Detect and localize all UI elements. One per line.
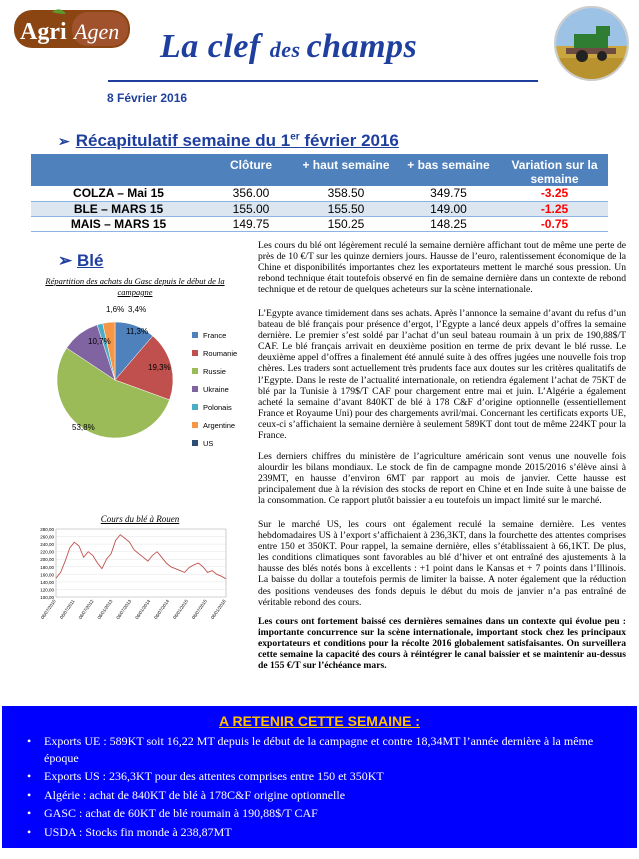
agri-agen-logo [12,6,132,52]
product-cell: COLZA – Mai 15 [31,186,206,201]
bas-cell: 349.75 [396,186,501,201]
bas-cell: 148.25 [396,216,501,231]
paragraph-4: Sur le marché US, les cours ont également reculé la semaine dernière. Les ventes hebdomadaires US à l’export s’affichaient à 236,3KT, dans la fourchette des attentes comprises entre 150 et 350KT. Pour rappel, la semaine dernière, elles s’établissaient à 66,1KT. De plus, les conditions climatiques sont favorables au blé d’hiver et ont entraîné des ajustements à la hausse des blés notés bons à excellents : +1 point dans le Kansas et + 7 points dans l’Illinois. La baisse du dollar a toutefois permis de limiter la baisse. A noter également que la réduction des positions vendeuses des fonds depuis le début du mois de janvier n’a pas entraîné de véritable rebond des cours. [258,519,626,608]
y-tick-label: 120,00 [40,587,54,593]
x-tick-label: 06/01/2013 [96,598,114,621]
y-tick-label: 280,00 [40,527,54,532]
haut-cell: 358.50 [296,186,396,201]
list-item: • Exports US : 236,3KT pour des attentes comprises entre 150 et 350KT [22,768,622,785]
x-tick-label: 06/07/2015 [190,598,208,621]
recap-title: ➢ Récapitulatif semaine du 1er février 2016 [58,131,399,150]
legend-item-argentine [192,416,237,434]
legend-swatch [192,332,198,338]
y-tick-label: 260,00 [40,534,54,540]
legend-swatch [192,368,198,374]
product-cell: MAIS – MARS 15 [31,216,206,231]
pie-legend [192,326,237,452]
legend-swatch [192,440,198,446]
y-tick-label: 160,00 [40,572,54,578]
x-tick-label: 06/07/2012 [77,598,95,621]
table-row [31,216,608,231]
legend-item-russie [192,362,237,380]
pie-label-argentine: 3,4% [128,305,147,314]
arrow-right-icon: ➢ [58,133,70,149]
list-item: • Exports UE : 589KT soit 16,22 MT depuis le début de la campagne et contre 18,34MT l’année dernière à la même époque [22,733,622,766]
legend-swatch [192,350,198,356]
legend-swatch [192,386,198,392]
key-points-list [22,733,622,842]
x-tick-label: 06/07/2011 [58,598,76,620]
legend-item-us [192,434,237,452]
x-tick-label: 06/07/2014 [153,598,171,621]
table-header-haut: + haut semaine [296,154,396,186]
harvester-photo [554,6,629,81]
paragraph-2: L’Egypte avance timidement dans ses achats. Après l’annonce la semaine d’avant du refus d’un bateau de blé français pour présence d’ergot, l’Egypte a lancé deux appels d’offres la semaine dernière. Le premier s’est soldé par l’achat d’un seul bateau roumain à un prix de 190,88$/T CAF. Le blé français arrivait en deuxième position en terme de prix devant le blé russe. Le deuxième appel d’offres a finalement été annulé suite à des offres jugées une nouvelle fois trop chères. Les traders sont actuellement très prudents face aux doutes sur les critères qualitatifs de l’Egypte. Dans le reste de l’actualité internationale, on retiendra également l’achat de 75KT de blé par la Tunisie à 179$/T CAF pour chargement entre mai et juin. L’Algérie a également acheté la semaine d’avant 840KT de blé à 178 C&F d’origine optionnelle (essentiellement France et Royaume Uni) pour des chargements avril/mai. Concernant les certificats exports UE, ceux-ci s’affichaient la semaine dernière à seulement 589KT dont tout de même 224KT pour la France. [258,308,626,442]
table-row [31,201,608,216]
logo-agen-text: Agen [74,19,120,44]
series-line-rouen [56,535,226,579]
arrow-right-icon: ➢ [58,251,77,270]
price-table [31,154,608,232]
variation-cell: -1.25 [501,201,608,216]
cloture-cell: 356.00 [206,186,296,201]
cloture-cell: 155.00 [206,201,296,216]
variation-cell: -3.25 [501,186,608,201]
line-chart [30,525,230,625]
pie-chart-title: Répartition des achats du Gasc depuis le début de la campagne [45,276,225,297]
header-divider [108,80,538,82]
haut-cell: 155.50 [296,201,396,216]
pie-label-ukraine: 10,7% [88,337,111,346]
legend-item-polonais [192,398,237,416]
x-tick-label: 06/01/2016 [209,598,227,621]
table-row [31,186,608,201]
legend-label: France [203,330,227,340]
pie-label-roumanie: 19,3% [148,363,171,372]
list-item: • GASC : achat de 60KT de blé roumain à 190,88$/T CAF [22,805,622,822]
legend-label: Russie [203,366,226,376]
table-header-variation: Variation sur la semaine [501,154,608,186]
paragraph-1: Les cours du blé ont légèrement reculé la semaine dernière affichant tout de même une perte de près de 10 €/T sur les quinze derniers jours. Hausse de l’euro, ralentissement économique de la Chine et disponibilités importantes chez les exportateurs mettent le marché sous pression. Un rebond technique était toutefois observé en fin de semaine dernière dans un contexte de rebond technique et de retour de quelques acheteurs sur la scène internationale. [258,240,626,296]
legend-label: Polonais [203,402,232,412]
legend-swatch [192,404,198,410]
logo-agri-text: Agri [20,19,67,45]
paragraph-3: Les derniers chiffres du ministère de l’agriculture américain sont venus une nouvelle fois alourdir les bilans mondiaux. Le stock de fin de campagne monde 2015/2016 s’élève ainsi à 239MT, en hausse d’environ 6MT par rapport au mois de janvier. Cette hausse est principalement due à la révision des stocks de report en Chine et en Inde suite à une baisse de la consommation. Ce rapport plutôt baissier a eu toutefois un impact limité sur le marché. [258,451,626,507]
cloture-cell: 149.75 [206,216,296,231]
newsletter-title: La clef des champs [160,28,418,65]
pie-label-polonais: 1,6% [106,305,125,314]
pie-label-france: 11,3% [126,327,149,336]
pie-label-russie: 53,8% [72,423,95,432]
x-tick-label: 06/01/2015 [172,598,190,621]
legend-item-roumanie [192,344,237,362]
list-item: • Algérie : achat de 840KT de blé à 178C&F origine optionnelle [22,787,622,804]
x-tick-label: 06/01/2014 [134,598,152,621]
x-tick-label: 06/07/2010 [39,598,57,621]
key-points-box [2,706,637,848]
issue-date: 8 Février 2016 [107,91,188,105]
list-item: • USDA : Stocks fin monde à 238,87MT [22,824,622,841]
table-header-cloture: Clôture [206,154,296,186]
legend-item-ukraine [192,380,237,398]
bas-cell: 149.00 [396,201,501,216]
paragraph-conclusion: Les cours ont fortement baissé ces dernières semaines dans un contexte qui évolue peu : importante concurrence sur la scène internationale, important stock chez les principaux exportateurs et conditions pour la récolte 2016 globalement satisfaisantes. On surveillera cette semaine la capacité des cours à réintégrer le canal baissier et se maintenir au-dessus de 155 €/T sur l’échéance mars. [258,616,626,672]
y-tick-label: 200,00 [40,557,54,563]
y-tick-label: 100,00 [40,595,54,600]
table-header-empty [31,154,206,186]
haut-cell: 150.25 [296,216,396,231]
y-tick-label: 180,00 [40,564,54,570]
legend-item-france [192,326,237,344]
legend-label: Roumanie [203,348,238,358]
product-cell: BLE – MARS 15 [31,201,206,216]
y-tick-label: 140,00 [40,579,54,585]
variation-cell: -0.75 [501,216,608,231]
legend-swatch [192,422,198,428]
legend-label: Ukraine [203,384,229,394]
x-tick-label: 06/07/2013 [115,598,133,621]
line-chart-title: Cours du blé à Rouen [100,514,180,524]
legend-label: Argentine [203,420,236,430]
key-points-title: A RETENIR CETTE SEMAINE : [219,713,420,729]
plot-frame [56,529,226,597]
legend-label: US [203,438,214,448]
y-tick-label: 240,00 [40,542,54,548]
table-header-bas: + bas semaine [396,154,501,186]
y-tick-label: 220,00 [40,549,54,555]
ble-section-title: ➢ Blé [58,251,104,270]
